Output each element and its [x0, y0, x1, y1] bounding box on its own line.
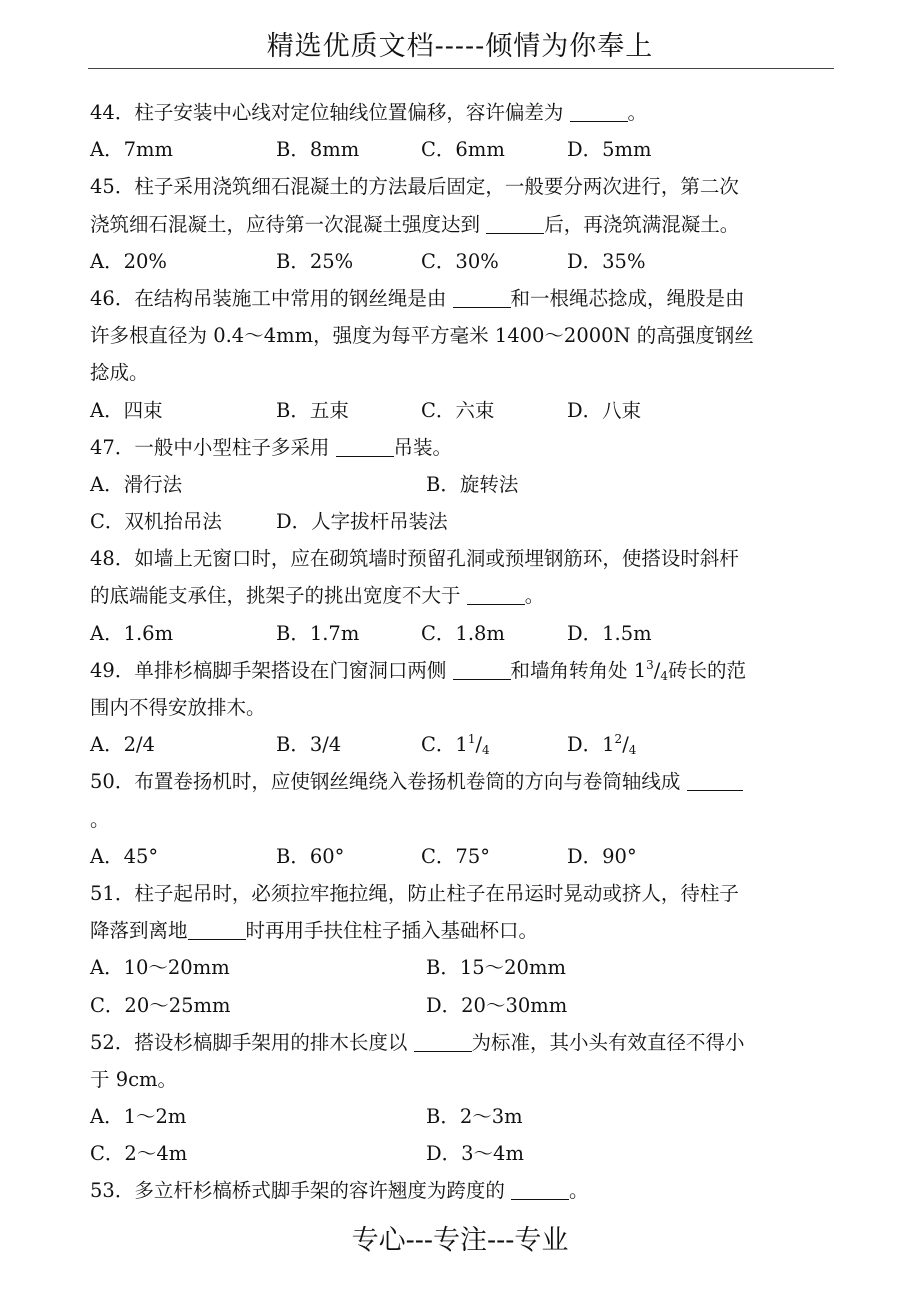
option-a: A．1.6m	[90, 621, 174, 645]
option-c: C．双机抬吊法	[90, 510, 222, 534]
option-c: C．20～25mm	[90, 993, 231, 1017]
option-c: C．六束	[421, 398, 495, 422]
question-52-line-2: 于 9cm。	[90, 1067, 178, 1091]
option-a: A．10～20mm	[90, 956, 230, 980]
question-45-line-2: 浇筑细石混凝土，应待第一次混凝土强度达到 后，再浇筑满混凝土。	[90, 212, 740, 236]
question-50-line-1: 50．布置卷扬机时，应使钢丝绳绕入卷扬机卷筒的方向与卷筒轴线成	[90, 763, 832, 800]
question-47-stem: 47．一般中小型柱子多采用 吊装。	[90, 435, 453, 459]
question-46-line-2: 许多根直径为 0.4～4mm，强度为每平方毫米 1400～2000N 的高强度钢丝	[90, 324, 754, 348]
question-45-line-1: 45．柱子采用浇筑细石混凝土的方法最后固定，一般要分两次进行，第二次	[90, 175, 739, 199]
option-a: A．20%	[90, 249, 167, 273]
option-c: C．75°	[421, 844, 490, 868]
option-a: A．7mm	[90, 138, 173, 162]
option-b: B．五束	[276, 398, 349, 422]
document-body	[90, 94, 832, 1210]
question-47-options-row-2	[90, 503, 832, 540]
answer-blank	[687, 770, 743, 791]
question-53-stem: 53．多立杆杉槁桥式脚手架的容许翘度为跨度的 。	[90, 1179, 589, 1203]
question-45-options	[90, 243, 832, 280]
question-48-line-2: 的底端能支承住，挑架子的挑出宽度不大于 。	[90, 584, 545, 608]
option-b: B．旋转法	[426, 472, 519, 496]
option-d: D．20～30mm	[426, 993, 568, 1017]
option-c: C．6mm	[421, 138, 505, 162]
option-c: C．$1^1/_4$	[421, 732, 490, 758]
question-46-line-1: 46．在结构吊装施工中常用的钢丝绳是由 和一根绳芯捻成，绳股是由	[90, 286, 745, 310]
option-b: B．8mm	[276, 138, 360, 162]
option-b: B．25%	[276, 249, 354, 273]
option-d: D．1.5m	[567, 621, 652, 645]
answer-blank	[453, 287, 511, 308]
question-51-line-2: 降落到离地 时再用手扶住柱子插入基础杯口。	[90, 919, 539, 943]
option-b: B．1.7m	[276, 621, 360, 645]
question-51-options-row-1	[90, 949, 832, 986]
option-a: A．2/4	[90, 733, 155, 757]
option-c: C．1.8m	[421, 621, 505, 645]
question-52-options-row-1	[90, 1098, 832, 1135]
answer-blank	[511, 1179, 569, 1200]
question-46-options	[90, 392, 832, 429]
option-b: B．15～20mm	[426, 956, 566, 980]
option-a: A．45°	[90, 844, 159, 868]
option-b: B．2～3m	[426, 1105, 523, 1129]
question-44-stem: 44．柱子安装中心线对定位轴线位置偏移，容许偏差为 。	[90, 101, 648, 124]
option-c: C．2～4m	[90, 1142, 188, 1166]
answer-blank	[188, 919, 246, 940]
question-49-line-1: 49．单排杉槁脚手架搭设在门窗洞口两侧 和墙角转角处 $1^3/_4$砖长的范	[90, 657, 746, 683]
option-d: D．$1^2/_4$	[567, 732, 637, 758]
answer-blank	[453, 659, 511, 680]
question-51-line-1: 51．柱子起吊时，必须拉牢拖拉绳，防止柱子在吊运时晃动或挤人，待柱子	[90, 881, 739, 905]
question-50-options	[90, 838, 832, 875]
question-49-line-2: 围内不得安放排木。	[90, 696, 266, 719]
option-d: D．3～4m	[426, 1142, 524, 1166]
option-c: C．30%	[421, 249, 499, 273]
option-d: D．35%	[567, 249, 646, 273]
page-header-title: 精选优质文档-----倾情为你奉上	[266, 31, 654, 62]
option-d: D．5mm	[567, 138, 652, 162]
option-a: A．滑行法	[90, 472, 183, 496]
question-52-line-1: 52．搭设杉槁脚手架用的排木长度以 为标准，其小头有效直径不得小	[90, 1030, 745, 1054]
option-a: A．1～2m	[90, 1105, 187, 1129]
answer-blank	[570, 101, 628, 122]
option-b: B．60°	[276, 844, 345, 868]
option-d: D．人字拔杆吊装法	[276, 510, 448, 534]
question-48-options	[90, 615, 832, 652]
option-d: D．八束	[567, 398, 642, 422]
answer-blank	[486, 213, 544, 234]
question-50-line-2: 。	[90, 807, 110, 831]
option-a: A．四束	[90, 398, 163, 422]
answer-blank	[414, 1031, 472, 1052]
question-44-options	[90, 131, 832, 168]
question-48-line-1: 48．如墙上无窗口时，应在砌筑墙时预留孔洞或预埋钢筋环，使搭设时斜杆	[90, 547, 739, 571]
answer-blank	[336, 436, 394, 457]
question-51-options-row-2	[90, 987, 832, 1024]
option-b: B．3/4	[276, 733, 342, 757]
answer-blank	[467, 584, 525, 605]
option-d: D．90°	[567, 844, 637, 868]
question-46-line-3: 捻成。	[90, 361, 149, 385]
question-52-options-row-2	[90, 1135, 832, 1172]
question-49-options	[90, 726, 832, 763]
header-divider	[88, 68, 834, 69]
page-footer: 专心---专注---专业	[351, 1225, 569, 1256]
question-47-options-row-1	[90, 466, 832, 503]
